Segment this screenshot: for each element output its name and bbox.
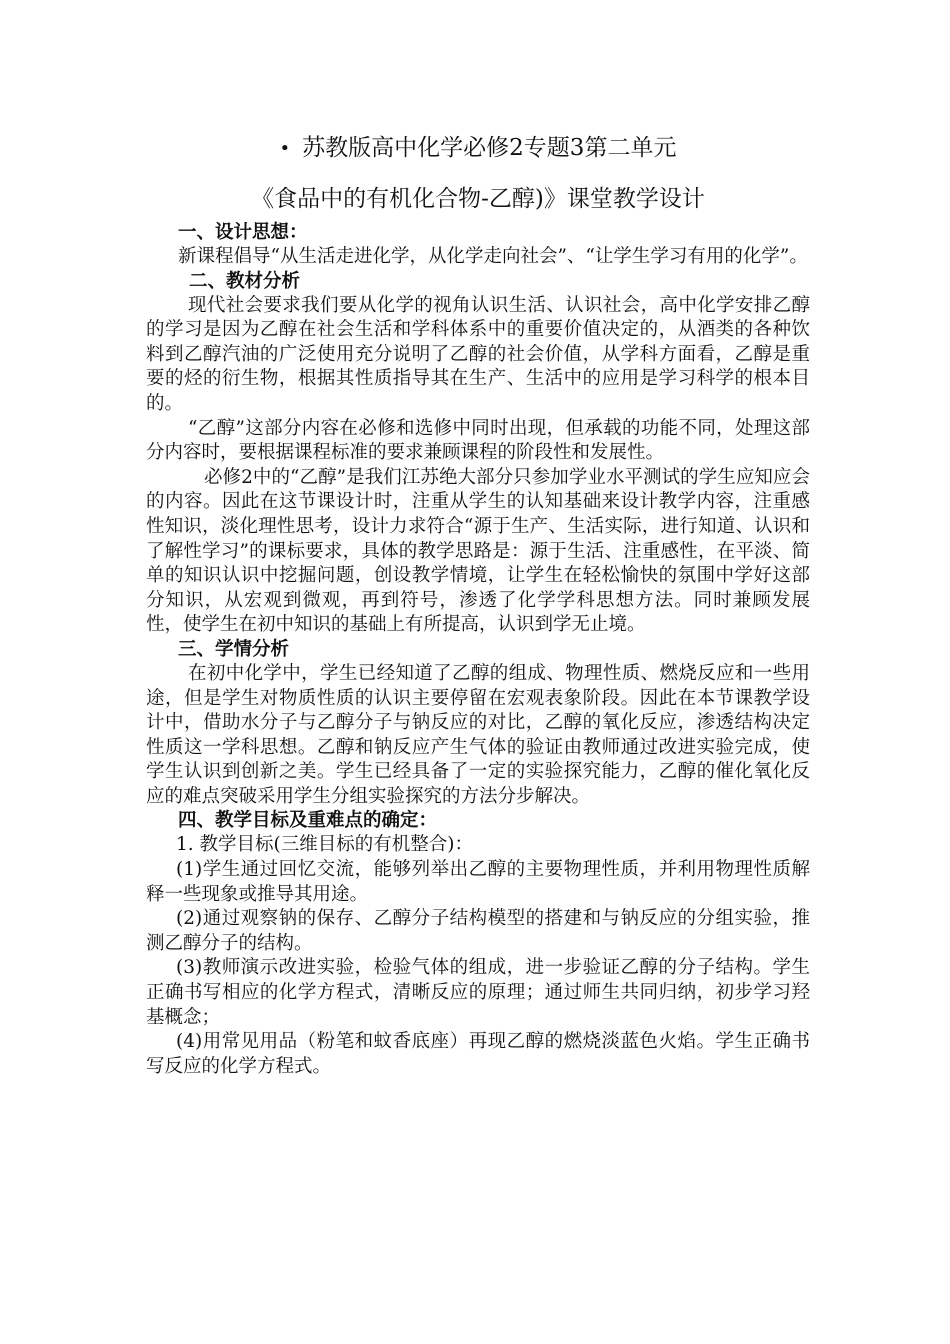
- paragraph: 1. 教学目标(三维目标的有机整合)：: [176, 834, 473, 856]
- section-heading-design-idea: 一、设计思想：: [178, 222, 308, 243]
- paragraph: 在初中化学中，学生已经知道了乙醇的组成、物理性质、燃烧反应和一些用途，但是学生对物质性质的认识主要停留在宏观表象阶段。因此在本节课教学设计中，借助水分子与乙醇分子与钠反应的对比，乙醇的氧化反应，渗透结构决定性质这一学科思想。乙醇和钠反应产生气体的验证由教师通过改进实验完成，使学生认识到创新之美。学生已经具备了一定的实验探究能力，乙醇的催化氧化反应的难点突破采用学生分组实验探究的方法分步解决。: [146, 662, 810, 807]
- document-title-line2: 《食品中的有机化合物-乙醇)》课堂教学设计: [251, 186, 705, 212]
- section-heading-teaching-goals: 四、教学目标及重难点的确定：: [178, 810, 438, 832]
- list-item: (4)用常见用品（粉笔和蚊香底座）再现乙醇的燃烧淡蓝色火焰。学生正确书写反应的化学方程式。: [146, 1031, 810, 1077]
- section-heading-material-analysis: 二、教材分析: [189, 270, 301, 292]
- document-body: [146, 130, 810, 1079]
- section-heading-learner-analysis: 三、学情分析: [178, 638, 290, 660]
- paragraph: 现代社会要求我们要从化学的视角认识生活、认识社会，高中化学安排乙醇的学习是因为乙醇在社会生活和学科体系中的重要价值决定的，从酒类的各种饮料到乙醇汽油的广泛使用充分说明了乙醇的社会价值，从学科方面看，乙醇是重要的烃的衍生物，根据其性质指导其在生产、生活中的应用是学习科学的根本目的。: [146, 294, 810, 414]
- list-item: (3)教师演示改进实验，检验气体的组成，进一步验证乙醇的分子结构。学生正确书写相应的化学方程式，清晰反应的原理；通过师生共同归纳，初步学习羟基概念；: [146, 957, 810, 1028]
- paragraph: 必修2中的“乙醇”是我们江苏绝大部分只参加学业水平测试的学生应知应会的内容。因此在这节课设计时，注重从学生的认知基础来设计教学内容，注重感性知识，淡化理性思考，设计力求符合“源于生产、生活实际，进行知道、认识和了解性学习”的课标要求，具体的教学思路是：源于生活、注重感性，在平淡、简单的知识认识中挖掘问题，创设教学情境，让学生在轻松愉快的氛围中学好这部分知识，从宏观到微观，再到符号，渗透了化学学科思想方法。同时兼顾发展性，使学生在初中知识的基础上有所提高，认识到学无止境。: [146, 466, 810, 636]
- list-item: (1)学生通过回忆交流，能够列举出乙醇的主要物理性质，并利用物理性质解释一些现象或推导其用途。: [146, 859, 810, 905]
- document-title-line1: [146, 130, 810, 167]
- paragraph: 新课程倡导“从生活走进化学，从化学走向社会”、“让学生学习有用的化学”。: [178, 246, 808, 267]
- paragraph: “乙醇”这部分内容在必修和选修中同时出现，但承载的功能不同，处理这部分内容时，要根据课程标准的要求兼顾课程的阶段性和发展性。: [146, 417, 810, 464]
- title-line1-text: 苏教版高中化学必修2专题3第二单元: [302, 135, 677, 161]
- bullet-icon: •: [279, 138, 291, 159]
- list-item: (2)通过观察钠的保存、乙醇分子结构模型的搭建和与钠反应的分组实验，推测乙醇分子的结构。: [146, 908, 810, 954]
